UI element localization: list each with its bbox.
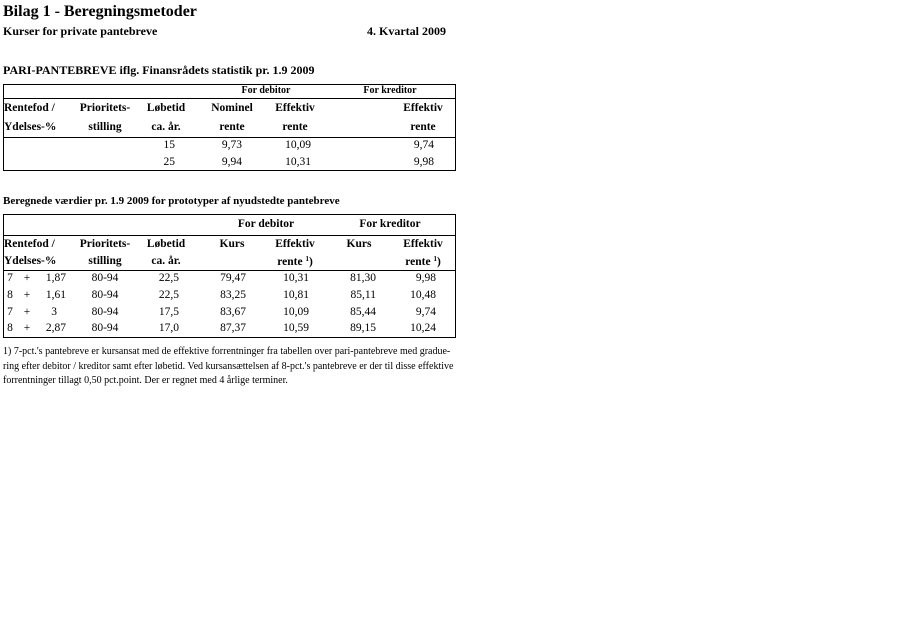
- col-header-lobetid: Løbetid: [146, 102, 186, 114]
- col-header-nominel-rente: rente: [219, 121, 245, 133]
- cell-rente: 7: [7, 306, 13, 318]
- cell-rente: 8: [7, 289, 13, 301]
- col-header-eff-kreditor-rente: rente $^1$): [405, 255, 441, 268]
- cell-lobetid: 17,5: [158, 306, 179, 318]
- cell-eff-kreditor: 9,98: [415, 272, 436, 284]
- cell-rente: 7: [7, 272, 13, 284]
- cell-kurs-debitor: 83,67: [220, 306, 246, 318]
- cell-lobetid: 15: [163, 139, 175, 151]
- cell-plus: +: [23, 306, 31, 318]
- col-header-eff-debitor-rente: rente: [282, 121, 308, 133]
- cell-eff-kreditor: 9,74: [415, 306, 436, 318]
- col-header-prioritet: Prioritets-: [79, 238, 131, 250]
- group-kreditor-label: For kreditor: [359, 218, 421, 230]
- page-subtitle: Kurser for private pantebreve: [3, 24, 158, 38]
- cell-eff-kreditor: 9,74: [413, 139, 434, 151]
- prototype-table: [3, 214, 456, 338]
- footnote-marker: 1: [433, 255, 437, 263]
- cell-prioritet: 80-94: [91, 322, 119, 334]
- section2-title: Beregnede værdier pr. 1.9 2009 for prototyper af nyudstedte pantebreve: [3, 195, 340, 207]
- table-divider: [4, 137, 455, 138]
- cell-eff-kreditor: 10,24: [410, 322, 436, 334]
- group-kreditor-label: For kreditor: [363, 85, 417, 96]
- cell-kurs-kreditor: 85,11: [350, 289, 376, 301]
- col-header-stilling: stilling: [88, 121, 122, 133]
- cell-kurs-debitor: 79,47: [220, 272, 246, 284]
- cell-lobetid: 17,0: [158, 322, 179, 334]
- footnote-marker: 1: [305, 255, 309, 263]
- col-header-eff-debitor-rente: rente $^1$): [277, 255, 313, 268]
- col-header-eff-debitor: Effektiv: [275, 102, 315, 114]
- col-header-kurs-kreditor: Kurs: [346, 238, 372, 250]
- col-header-eff-kreditor: Effektiv: [403, 238, 443, 250]
- cell-lobetid: 25: [163, 156, 175, 168]
- cell-eff-debitor: 10,09: [285, 139, 311, 151]
- cell-ydelse: 2,87: [45, 322, 66, 334]
- cell-kurs-kreditor: 81,30: [350, 272, 376, 284]
- cell-prioritet: 80-94: [91, 272, 119, 284]
- col-header-eff-debitor: Effektiv: [275, 238, 315, 250]
- cell-plus: +: [23, 289, 31, 301]
- group-debitor-label: For debitor: [237, 218, 295, 230]
- col-header-rentefod: Rentefod /: [4, 238, 55, 250]
- cell-ydelse: 1,87: [45, 272, 66, 284]
- cell-lobetid: 22,5: [158, 272, 179, 284]
- cell-plus: +: [23, 322, 31, 334]
- cell-rente: 8: [7, 322, 13, 334]
- col-header-ydelse: Ydelses-%: [4, 255, 57, 267]
- col-header-ca-ar: ca. år.: [151, 121, 181, 133]
- cell-plus: +: [23, 272, 31, 284]
- col-header-stilling: stilling: [88, 255, 122, 267]
- col-header-eff-kreditor-rente: rente: [410, 121, 436, 133]
- col-header-kurs-debitor: Kurs: [219, 238, 245, 250]
- cell-prioritet: 80-94: [91, 289, 119, 301]
- cell-eff-debitor: 10,31: [285, 156, 311, 168]
- cell-ydelse: 1,61: [45, 289, 66, 301]
- cell-nominel: 9,73: [221, 139, 242, 151]
- cell-kurs-kreditor: 85,44: [350, 306, 376, 318]
- table-divider: [4, 270, 455, 271]
- table-divider: [4, 235, 455, 236]
- quarter-label: 4. Kvartal 2009: [367, 24, 446, 38]
- cell-prioritet: 80-94: [91, 306, 119, 318]
- col-header-ydelse: Ydelses-%: [4, 121, 57, 133]
- table-divider: [4, 98, 455, 99]
- cell-kurs-kreditor: 89,15: [350, 322, 376, 334]
- cell-eff-debitor: 10,09: [283, 306, 309, 318]
- group-debitor-label: For debitor: [241, 85, 291, 96]
- col-header-ca-ar: ca. år.: [151, 255, 181, 267]
- col-header-prioritet: Prioritets-: [79, 102, 131, 114]
- footnote-line-1: 1) 7-pct.'s pantebreve er kursansat med de effektive forrentninger fra tabellen over pari-pantebreve med gradue-: [3, 346, 451, 357]
- col-header-eff-kreditor: Effektiv: [403, 102, 443, 114]
- cell-lobetid: 22,5: [158, 289, 179, 301]
- pari-table: [3, 84, 456, 171]
- cell-kurs-debitor: 83,25: [220, 289, 246, 301]
- cell-eff-kreditor: 9,98: [413, 156, 434, 168]
- cell-kurs-debitor: 87,37: [220, 322, 246, 334]
- cell-eff-kreditor: 10,48: [410, 289, 436, 301]
- cell-nominel: 9,94: [221, 156, 242, 168]
- section1-title: PARI-PANTEBREVE iflg. Finansrådets statistik pr. 1.9 2009: [3, 63, 315, 77]
- footnote-line-2: ring efter debitor / kreditor samt efter løbetid. Ved kursansættelsen af 8-pct.'s pantebreve er der til disse effektive: [3, 361, 454, 372]
- cell-eff-debitor: 10,59: [283, 322, 309, 334]
- footnote-line-3: forrentninger tillagt 0,50 pct.point. Der er regnet med 4 årlige terminer.: [3, 375, 288, 386]
- page-title: Bilag 1 - Beregningsmetoder: [3, 3, 197, 20]
- cell-eff-debitor: 10,81: [283, 289, 309, 301]
- col-header-rentefod: Rentefod /: [4, 102, 55, 114]
- cell-eff-debitor: 10,31: [283, 272, 309, 284]
- col-header-nominel: Nominel: [211, 102, 253, 114]
- cell-ydelse: 3: [51, 306, 57, 318]
- col-header-lobetid: Løbetid: [146, 238, 186, 250]
